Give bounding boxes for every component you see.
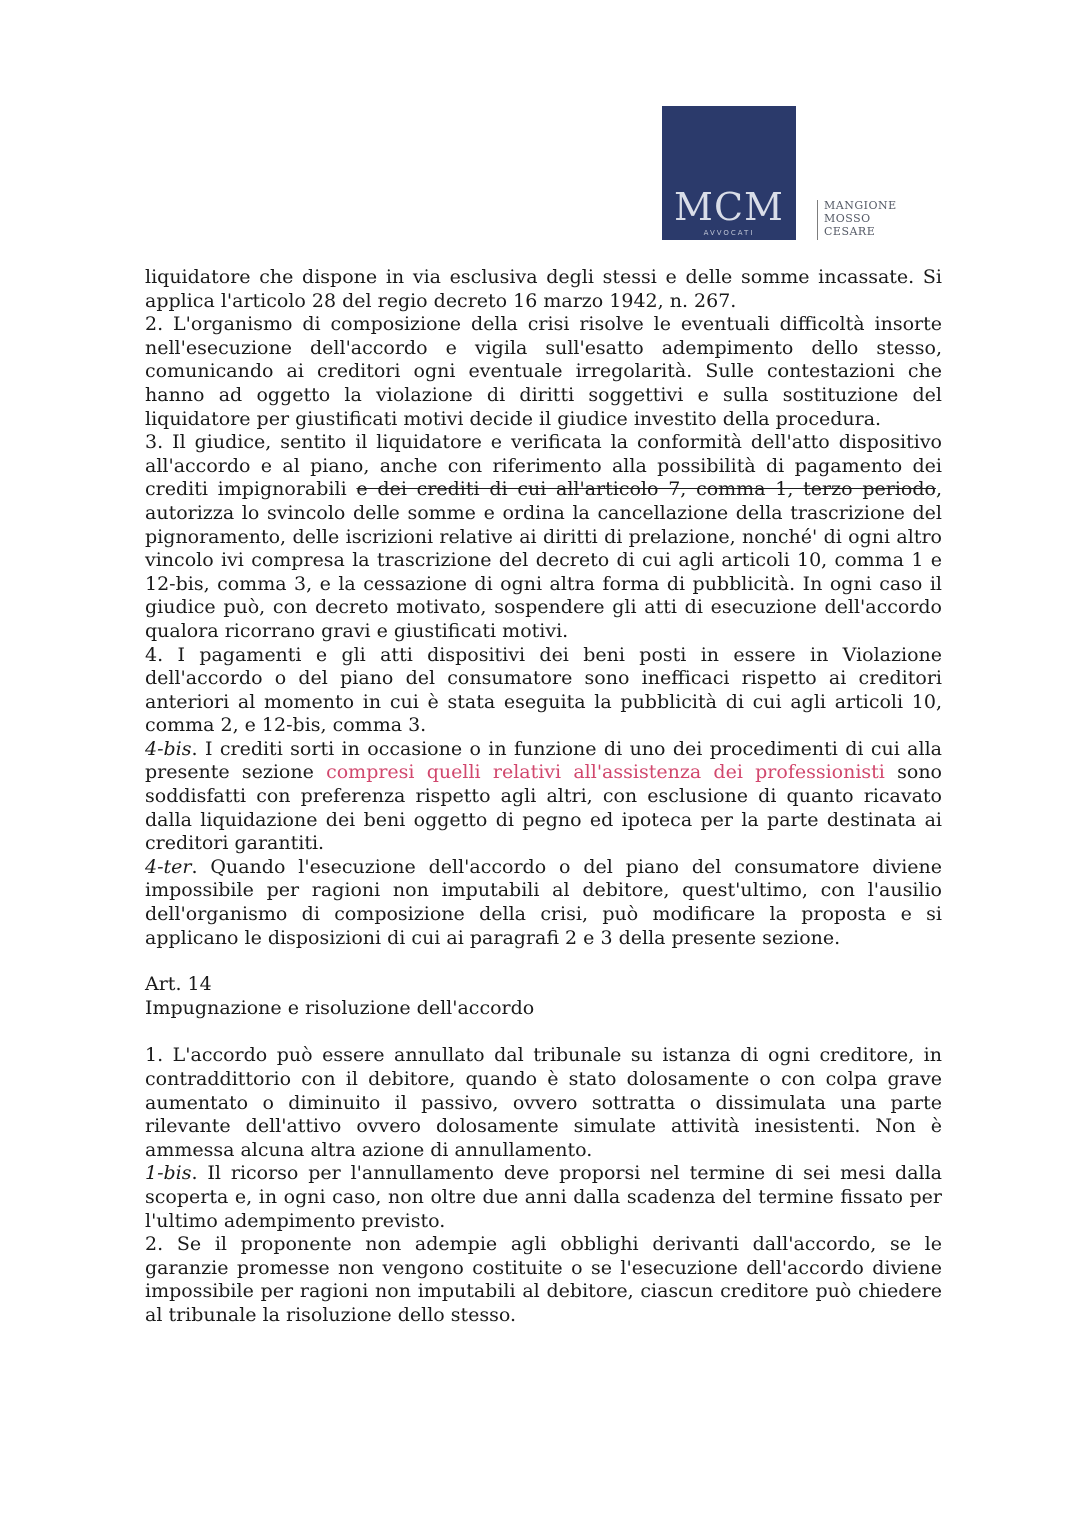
firm-name-2: MOSSO: [824, 212, 871, 225]
paragraph-4-ter-text: . Quando l'esecuzione dell'accordo o del piano del consumatore diviene impossibile per ragioni non imputabili al debitore, quest'ultimo, con l'ausilio dell'organismo di composizione della crisi, può modificare la proposta e si applicano le disposizioni di cui ai paragrafi 2 e 3 della presente sezione.: [145, 855, 942, 949]
paragraph-4-bis: [145, 738, 942, 856]
art14-paragraph-1-bis-label: 1-bis: [145, 1162, 192, 1185]
spacer: [145, 950, 942, 973]
logo-mark: MCM: [674, 185, 784, 229]
paragraph-continuation: liquidatore che dispone in via esclusiva degli stessi e delle somme incassate. Si applica l'articolo 28 del regio decreto 16 marzo 1942, n. 267.: [145, 266, 942, 312]
art14-paragraph-1-bis: [145, 1162, 942, 1233]
paragraph-2: 2. L'organismo di composizione della crisi risolve le eventuali difficoltà insorte nell'esecuzione dell'accordo e vigila sull'esatto adempimento dello stesso, comunicando ai creditori ogni eventuale irregolarità. Sulle contestazioni che hanno ad oggetto la violazione di diritti soggettivi e sulla sostituzione del liquidatore per giustificati motivi decide il giudice investito della procedura.: [145, 313, 942, 430]
firm-name-3: CESARE: [824, 225, 876, 238]
firm-name-1: MANGIONE: [824, 199, 897, 212]
firm-logo: [662, 106, 796, 240]
paragraph-3-text-a: 3. Il giudice, sentito il liquidatore e verificata la conformità dell'atto dispositivo all'accordo e al piano, anche con riferimento alla possibilità di pagamento dei crediti impignorabili: [145, 431, 942, 501]
paragraph-4-ter: [145, 856, 942, 950]
spacer: [145, 1020, 942, 1044]
paragraph-3-text-b: , autorizza lo svincolo delle somme e ordina la cancellazione della trascrizione del pignoramento, delle iscrizioni relative ai diritti di prelazione, nonché' di ogni altro vincolo ivi compresa la trascrizione del decreto di cui agli articoli 10, comma 1 e 12-bis, comma 3, e la cessazione di ogni altra forma di pubblicità. In ogni caso il giudice può, con decreto motivato, sospendere gli atti di esecuzione dell'accordo qualora ricorrano gravi e giustificati motivi.: [145, 478, 942, 642]
art14-paragraph-1: 1. L'accordo può essere annullato dal tribunale su istanza di ogni creditore, in contraddittorio con il debitore, quando è stato dolosamente o con colpa grave aumentato o diminuito il passivo, ovvero sottratta o dissimulata una parte rilevante dell'attivo ovvero dolosamente simulate attività inesistenti. Non è ammessa alcuna altra azione di annullamento.: [145, 1044, 942, 1161]
art14-paragraph-2: 2. Se il proponente non adempie agli obblighi derivanti dall'accordo, se le garanzie promesse non vengono costituite o se l'esecuzione dell'accordo diviene impossibile per ragioni non imputabili al debitore, ciascun creditore può chiedere al tribunale la risoluzione dello stesso.: [145, 1233, 942, 1326]
logo-divider: [817, 200, 818, 240]
paragraph-4: 4. I pagamenti e gli atti dispositivi dei beni posti in essere in Violazione dell'accordo o del piano del consumatore sono inefficaci rispetto ai creditori anteriori al momento in cui è stata eseguita la pubblicità di cui agli articoli 10, comma 2, e 12-bis, comma 3.: [145, 643, 942, 737]
paragraph-4-ter-label: 4-ter: [145, 855, 192, 878]
article-title: Impugnazione e risoluzione dell'accordo: [145, 996, 535, 1019]
article-number: Art. 14: [145, 973, 212, 996]
paragraph-3: [145, 431, 942, 643]
document-body: [145, 266, 942, 1328]
inserted-text: compresi quelli relativi all'assistenza dei professionisti: [326, 761, 885, 784]
paragraph-4-bis-label: 4-bis: [145, 737, 192, 760]
paragraph-4-bis-text-a: . I crediti sorti in occasione o in funzione di uno dei procedimenti di cui alla presente sezione: [145, 737, 942, 784]
logo-subtitle: AVVOCATI: [703, 229, 755, 237]
firm-names: [824, 199, 897, 238]
paragraph-4-bis-text-b: sono soddisfatti con preferenza rispetto agli altri, con esclusione di quanto ricavato dalla liquidazione dei beni oggetto di pegno ed ipoteca per la parte destinata ai creditori garantiti.: [145, 761, 942, 855]
art14-paragraph-1-bis-text: . Il ricorso per l'annullamento deve proporsi nel termine di sei mesi dalla scoperta e, in ogni caso, non oltre due anni dalla scadenza del termine fissato per l'ultimo adempimento previsto.: [145, 1162, 942, 1232]
deleted-text: e dei crediti di cui all'articolo 7, comma 1, terzo periodo: [356, 478, 936, 501]
